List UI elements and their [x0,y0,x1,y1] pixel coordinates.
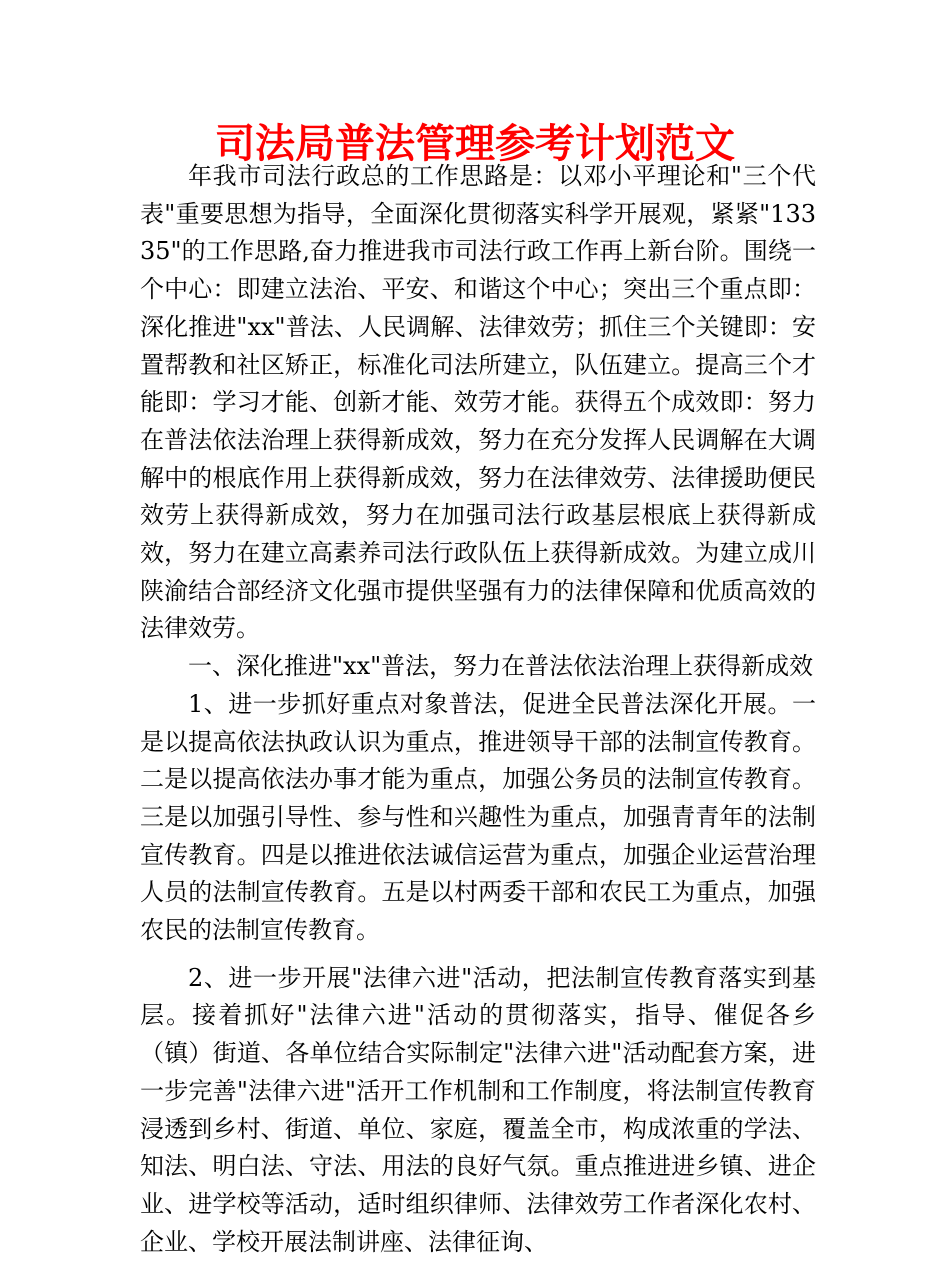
intro-paragraph: 年我市司法行政总的工作思路是：以邓小平理论和"三个代表"重要思想为指导，全面深化贯彻落实科学开展观，紧紧"13335"的工作思路,奋力推进我市司法行政工作再上新台阶。围绕一个中心：即建立法治、平安、和谐这个中心；突出三个重点即：深化推进"xx"普法、人民调解、法律效劳；抓住三个关键即：安置帮教和社区矫正，标准化司法所建立，队伍建立。提高三个才能即：学习才能、创新才能、效劳才能。获得五个成效即：努力在普法依法治理上获得新成效，努力在充分发挥人民调解在大调解中的根底作用上获得新成效，努力在法律效劳、法律援助便民效劳上获得新成效，努力在加强司法行政基层根底上获得新成效，努力在建立高素养司法行政队伍上获得新成效。为建立成川陕渝结合部经济文化强市提供坚强有力的法律保障和优质高效的法律效劳。 [140,162,816,643]
document-title: 司法局普法管理参考计划范文 [215,121,735,167]
document-body [140,158,816,1261]
item-2-paragraph: 2、进一步开展"法律六进"活动，把法制宣传教育落实到基层。接着抓好"法律六进"活动的贯彻落实，指导、催促各乡（镇）街道、各单位结合实际制定"法律六进"活动配套方案，进一步完善"法律六进"活开工作机制和工作制度，将法制宣传教育浸透到乡村、街道、单位、家庭，覆盖全市，构成浓重的学法、知法、明白法、守法、用法的良好气氛。重点推进进乡镇、进企业、进学校等活动，适时组织律师、法律效劳工作者深化农村、企业、学校开展法制讲座、法律征询、 [140,963,816,1256]
item-1-paragraph: 1、进一步抓好重点对象普法，促进全民普法深化开展。一是以提高依法执政认识为重点，推进领导干部的法制宣传教育。二是以提高依法办事才能为重点，加强公务员的法制宣传教育。三是以加强引导性、参与性和兴趣性为重点，加强青青年的法制宣传教育。四是以推进依法诚信运营为重点，加强企业运营治理人员的法制宣传教育。五是以村两委干部和农民工为重点，加强农民的法制宣传教育。 [140,689,816,945]
section-heading: 一、深化推进"xx"普法，努力在普法依法治理上获得新成效 [188,652,814,681]
